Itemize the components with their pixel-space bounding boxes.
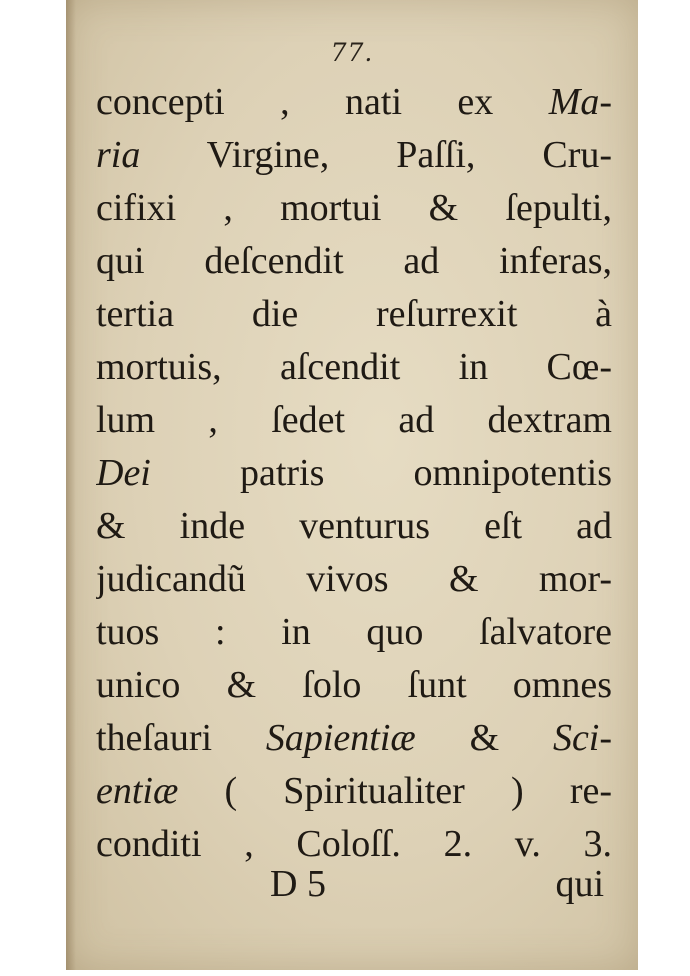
text-line	[96, 129, 612, 182]
text-segment: lum , ſedet ad dextram	[96, 399, 612, 441]
text-segment: ( Spiritualiter ) re-	[178, 770, 612, 812]
italic-segment: ria	[96, 134, 141, 176]
text-line	[96, 500, 612, 553]
text-line	[96, 394, 612, 447]
text-segment: cifixi , mortui & ſepulti,	[96, 187, 612, 229]
text-segment: qui deſcendit ad inferas,	[96, 240, 612, 282]
signature-mark: D 5	[270, 863, 326, 905]
text-line	[96, 765, 612, 818]
text-segment: &	[415, 717, 553, 759]
italic-segment: Sci-	[552, 717, 612, 759]
book-page	[66, 0, 638, 970]
text-segment: mortuis, aſcendit in Cœ-	[96, 346, 612, 388]
text-line	[96, 447, 612, 500]
text-segment: patris omnipotentis	[150, 452, 612, 494]
italic-segment: Dei	[96, 452, 151, 494]
text-line	[96, 76, 612, 129]
text-segment: tertia die reſurrexit à	[96, 293, 612, 335]
text-line	[96, 659, 612, 712]
text-line	[96, 341, 612, 394]
text-segment: tuos : in quo ſalvatore	[96, 611, 612, 653]
text-line	[96, 235, 612, 288]
catchword: qui	[555, 863, 604, 905]
text-line	[96, 182, 612, 235]
text-line	[96, 712, 612, 765]
italic-segment: entiæ	[96, 770, 179, 812]
page-number: 77.	[330, 38, 374, 67]
text-segment: theſauri	[96, 717, 266, 759]
text-segment: & inde venturus eſt ad	[96, 505, 612, 547]
text-line	[96, 288, 612, 341]
text-segment: judicandũ vivos & mor-	[96, 558, 612, 600]
page-footer	[96, 858, 612, 911]
body-text	[96, 76, 612, 871]
text-line	[96, 606, 612, 659]
text-segment: conditi , Coloſſ. 2. v. 3.	[96, 823, 612, 865]
text-segment: unico & ſolo ſunt omnes	[96, 664, 612, 706]
text-segment: Virgine, Paſſi, Cru-	[140, 134, 612, 176]
italic-segment: Ma-	[548, 81, 612, 123]
italic-segment: Sapientiæ	[265, 717, 416, 759]
text-line	[96, 553, 612, 606]
text-segment: concepti , nati ex	[96, 81, 549, 123]
